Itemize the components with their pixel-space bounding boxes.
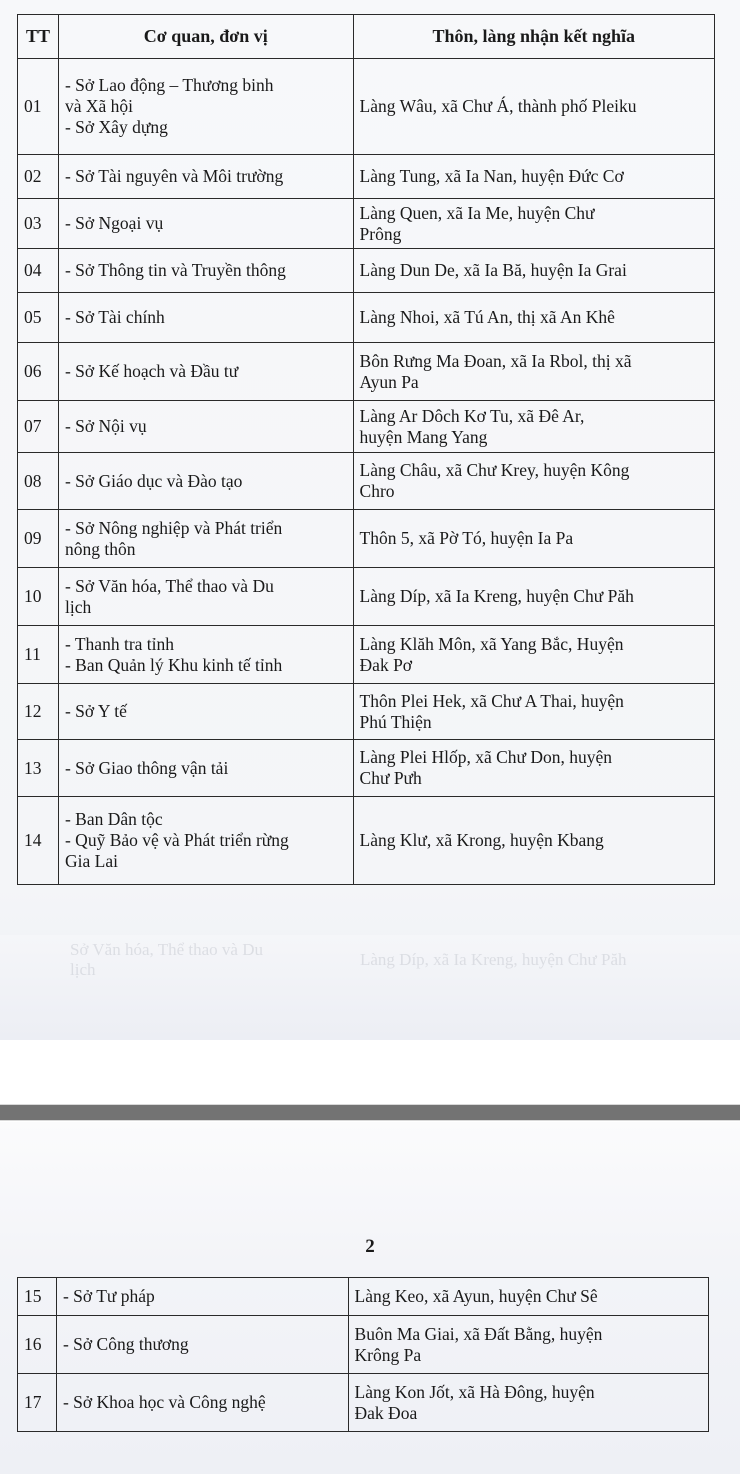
village-line: Thôn 5, xã Pờ Tó, huyện Ia Pa: [359, 528, 574, 548]
agency-line: - Sở Xây dựng: [64, 117, 168, 137]
row-number: 04: [18, 249, 59, 293]
table-row: [18, 1374, 709, 1432]
row-number: 14: [18, 797, 59, 885]
header-village: Thôn, làng nhận kết nghĩa: [353, 15, 714, 59]
agency-line: - Ban Quản lý Khu kinh tế tỉnh: [64, 654, 283, 675]
agency-line: và Xã hội: [64, 96, 134, 116]
agency-cell: [58, 510, 353, 568]
bleed-through-text: Làng Díp, xã Ia Kreng, huyện Chư Păh: [360, 950, 627, 969]
agency-line: - Sở Nội vụ: [64, 416, 147, 436]
agency-cell: [58, 401, 353, 453]
village-line: Làng Klăh Môn, xã Yang Bắc, Huyện: [359, 633, 624, 654]
agency-line: - Sở Tài nguyên và Môi trường: [64, 166, 284, 186]
agency-line: - Sở Tư pháp: [62, 1286, 155, 1306]
village-cell: [353, 453, 714, 510]
row-number: 06: [18, 343, 59, 401]
village-line: Đak Đoa: [354, 1402, 418, 1423]
village-line: Làng Tung, xã Ia Nan, huyện Đức Cơ: [359, 166, 624, 186]
agency-line: - Sở Văn hóa, Thể thao và Du: [64, 575, 274, 596]
village-cell: [353, 740, 714, 797]
agency-line: - Thanh tra tỉnh: [64, 633, 175, 654]
village-cell: [353, 797, 714, 885]
table-header-row: [18, 15, 715, 59]
agency-line: - Sở Giáo dục và Đào tạo: [64, 470, 243, 491]
village-line: Làng Nhoi, xã Tú An, thị xã An Khê: [359, 307, 615, 327]
twinning-table-page-1: [17, 14, 715, 885]
agency-line: lịch: [64, 596, 92, 617]
bleed-through-text: Sở Văn hóa, Thể thao và Du: [70, 940, 263, 959]
agency-cell: [58, 684, 353, 740]
agency-cell: [58, 293, 353, 343]
agency-line: - Sở Khoa học và Công nghệ: [62, 1392, 266, 1412]
agency-line: nông thôn: [64, 538, 136, 559]
agency-line: - Sở Nông nghiệp và Phát triển: [64, 517, 283, 538]
table-row: [18, 401, 715, 453]
page-gap: [0, 1040, 740, 1105]
village-line: Làng Wâu, xã Chư Á, thành phố Pleiku: [359, 96, 637, 116]
twinning-table-page-2: [17, 1277, 709, 1432]
agency-line: - Sở Thông tin và Truyền thông: [64, 260, 286, 280]
table-row: [18, 1278, 709, 1316]
agency-line: - Quỹ Bảo vệ và Phát triển rừng: [64, 830, 289, 850]
agency-cell: [56, 1316, 348, 1374]
village-cell: [353, 155, 714, 199]
village-cell: [353, 199, 714, 249]
row-number: 13: [18, 740, 59, 797]
village-line: Làng Châu, xã Chư Krey, huyện Kông: [359, 460, 630, 480]
agency-cell: [58, 199, 353, 249]
village-cell: [353, 293, 714, 343]
row-number: 02: [18, 155, 59, 199]
row-number: 17: [18, 1374, 57, 1432]
village-cell: [353, 510, 714, 568]
row-number: 16: [18, 1316, 57, 1374]
table-row: [18, 1316, 709, 1374]
village-cell: [348, 1374, 708, 1432]
village-cell: [353, 59, 714, 155]
row-number: 09: [18, 510, 59, 568]
table-row: [18, 199, 715, 249]
table-row: [18, 568, 715, 626]
agency-cell: [58, 155, 353, 199]
agency-cell: [56, 1374, 348, 1432]
agency-cell: [58, 797, 353, 885]
village-line: Chro: [359, 481, 395, 501]
table-row: [18, 684, 715, 740]
table-row: [18, 797, 715, 885]
row-number: 11: [18, 626, 59, 684]
village-line: Làng Dun De, xã Ia Bă, huyện Ia Grai: [359, 260, 627, 280]
table-row: [18, 59, 715, 155]
row-number: 03: [18, 199, 59, 249]
header-agency: Cơ quan, đơn vị: [58, 15, 353, 59]
village-cell: [353, 684, 714, 740]
row-number: 08: [18, 453, 59, 510]
agency-line: Gia Lai: [64, 851, 118, 871]
village-line: Đak Pơ: [359, 654, 413, 675]
agency-line: - Sở Y tế: [64, 701, 127, 721]
row-number: 10: [18, 568, 59, 626]
village-line: Thôn Plei Hek, xã Chư A Thai, huyện: [359, 690, 624, 711]
row-number: 01: [18, 59, 59, 155]
table-row: [18, 343, 715, 401]
bleed-through-text: lịch: [70, 960, 96, 979]
village-cell: [348, 1316, 708, 1374]
agency-line: - Sở Ngoại vụ: [64, 213, 164, 233]
row-number: 05: [18, 293, 59, 343]
village-line: Bôn Rưng Ma Đoan, xã Ia Rbol, thị xã: [359, 350, 632, 371]
agency-cell: [58, 568, 353, 626]
row-number: 12: [18, 684, 59, 740]
agency-cell: [58, 740, 353, 797]
header-tt: TT: [18, 15, 59, 59]
table-row: [18, 249, 715, 293]
table-row: [18, 155, 715, 199]
village-line: Làng Plei Hlốp, xã Chư Don, huyện: [359, 747, 613, 767]
agency-cell: [58, 453, 353, 510]
agency-line: - Sở Giao thông vận tải: [64, 757, 229, 778]
village-cell: [353, 343, 714, 401]
village-line: Làng Quen, xã Ia Me, huyện Chư: [359, 202, 595, 223]
village-line: Chư Pưh: [359, 768, 422, 788]
village-line: Làng Díp, xã Ia Kreng, huyện Chư Păh: [359, 586, 634, 606]
table-row: [18, 510, 715, 568]
agency-line: - Sở Công thương: [62, 1334, 189, 1354]
village-line: Phú Thiện: [359, 711, 432, 732]
agency-cell: [56, 1278, 348, 1316]
village-line: Làng Keo, xã Ayun, huyện Chư Sê: [354, 1286, 598, 1306]
village-cell: [348, 1278, 708, 1316]
table-row: [18, 293, 715, 343]
agency-cell: [58, 249, 353, 293]
village-line: huyện Mang Yang: [359, 426, 488, 447]
table-row: [18, 453, 715, 510]
village-line: Ayun Pa: [359, 371, 419, 392]
agency-cell: [58, 626, 353, 684]
row-number: 15: [18, 1278, 57, 1316]
agency-line: - Sở Lao động – Thương binh: [64, 75, 274, 95]
village-line: Làng Klư, xã Krong, huyện Kbang: [359, 830, 604, 850]
village-cell: [353, 626, 714, 684]
page-divider: [0, 1105, 740, 1120]
agency-line: - Sở Tài chính: [64, 307, 165, 327]
row-number: 07: [18, 401, 59, 453]
page-number: 2: [365, 1236, 375, 1257]
village-cell: [353, 401, 714, 453]
table-row: [18, 626, 715, 684]
agency-line: - Ban Dân tộc: [64, 809, 163, 829]
village-line: Buôn Ma Giai, xã Đất Bằng, huyện: [354, 1323, 603, 1344]
agency-cell: [58, 59, 353, 155]
village-line: Prông: [359, 223, 402, 244]
village-cell: [353, 568, 714, 626]
agency-cell: [58, 343, 353, 401]
agency-line: - Sở Kế hoạch và Đầu tư: [64, 361, 239, 381]
village-line: Làng Kon Jốt, xã Hà Đông, huyện: [354, 1381, 595, 1402]
table-row: [18, 740, 715, 797]
village-line: Krông Pa: [354, 1344, 422, 1365]
village-line: Làng Ar Dôch Kơ Tu, xã Đê Ar,: [359, 405, 585, 426]
village-cell: [353, 249, 714, 293]
